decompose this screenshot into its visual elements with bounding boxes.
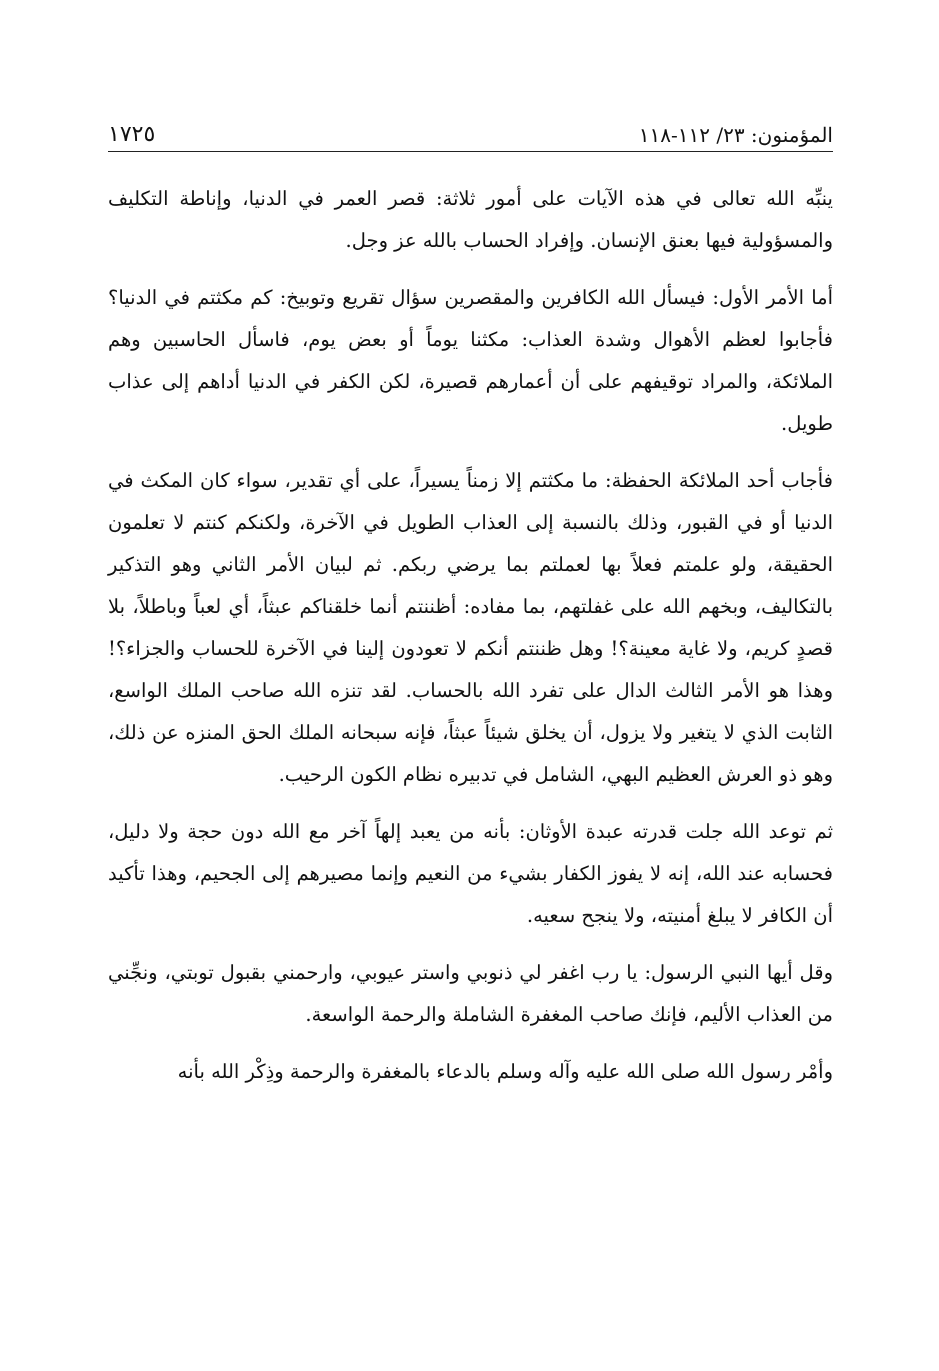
paragraph-3: فأجاب أحد الملائكة الحفظة: ما مكثتم إلا زمناً يسيراً، على أي تقدير، سواء كان المكث في الدنيا أو في القبور، وذلك بالنسبة إلى العذاب الطويل في الآخرة، ولكنكم كنتم لا تعلمون الحقيقة، ولو علمتم فعلاً بها لعملتم بما يرضي ربكم. ثم لبيان الأمر الثاني وهو التذكير بالتكاليف، وبخهم الله على غفلتهم، بما مفاده: أظننتم أنما خلقناكم عبثاً، أي لعباً وباطلاً، بلا قصدٍ كريم، ولا غاية معينة؟! وهل ظننتم أنكم لا تعودون إلينا في الآخرة للحساب والجزاء؟! وهذا هو الأمر الثالث الدال على تفرد الله بالحساب. لقد تنزه الله صاحب الملك الواسع، الثابت الذي لا يتغير ولا يزول، أن يخلق شيئاً عبثاً، فإنه سبحانه الملك الحق المنزه عن ذلك، وهو ذو العرش العظيم البهي، الشامل في تدبيره نظام الكون الرحيب. bbox=[108, 469, 833, 786]
page-number: ١٧٢٥ bbox=[108, 122, 156, 147]
paragraph-1: ينبِّه الله تعالى في هذه الآيات على أمور ثلاثة: قصر العمر في الدنيا، وإناطة التكليف والمسؤولية فيها بعنق الإنسان. وإفراد الحساب بالله عز وجل. bbox=[108, 187, 833, 252]
surah-reference: المؤمنون: ٢٣/ ١١٢-١١٨ bbox=[638, 123, 833, 147]
page-body bbox=[108, 178, 833, 1108]
paragraph-2: أما الأمر الأول: فيسأل الله الكافرين والمقصرين سؤال تقريع وتوبيخ: كم مكثتم في الدنيا؟ فأجابوا لعظم الأهوال وشدة العذاب: مكثنا يوماً أو بعض يوم، فاسأل الحاسبين وهم الملائكة، والمراد توقيفهم على أن أعمارهم قصيرة، لكن الكفر في الدنيا أداهم إلى عذاب طويل. bbox=[108, 286, 833, 435]
paragraph-4: ثم توعد الله جلت قدرته عبدة الأوثان: بأنه من يعبد إلهاً آخر مع الله دون حجة ولا دليل، فحسابه عند الله، إنه لا يفوز الكفار بشيء من النعيم وإنما مصيرهم إلى الجحيم، وهذا تأكيد أن الكافر لا يبلغ أمنيته، ولا ينجح سعيه. bbox=[108, 820, 833, 927]
paragraph-5: وقل أيها النبي الرسول: يا رب اغفر لي ذنوبي واستر عيوبي، وارحمني بقبول توبتي، ونجِّني من العذاب الأليم، فإنك صاحب المغفرة الشاملة والرحمة الواسعة. bbox=[108, 961, 833, 1026]
page-header bbox=[108, 112, 833, 152]
paragraph-6: وأمْر رسول الله صلى الله عليه وآله وسلم بالدعاء بالمغفرة والرحمة وذِكْر الله بأنه bbox=[177, 1060, 833, 1083]
